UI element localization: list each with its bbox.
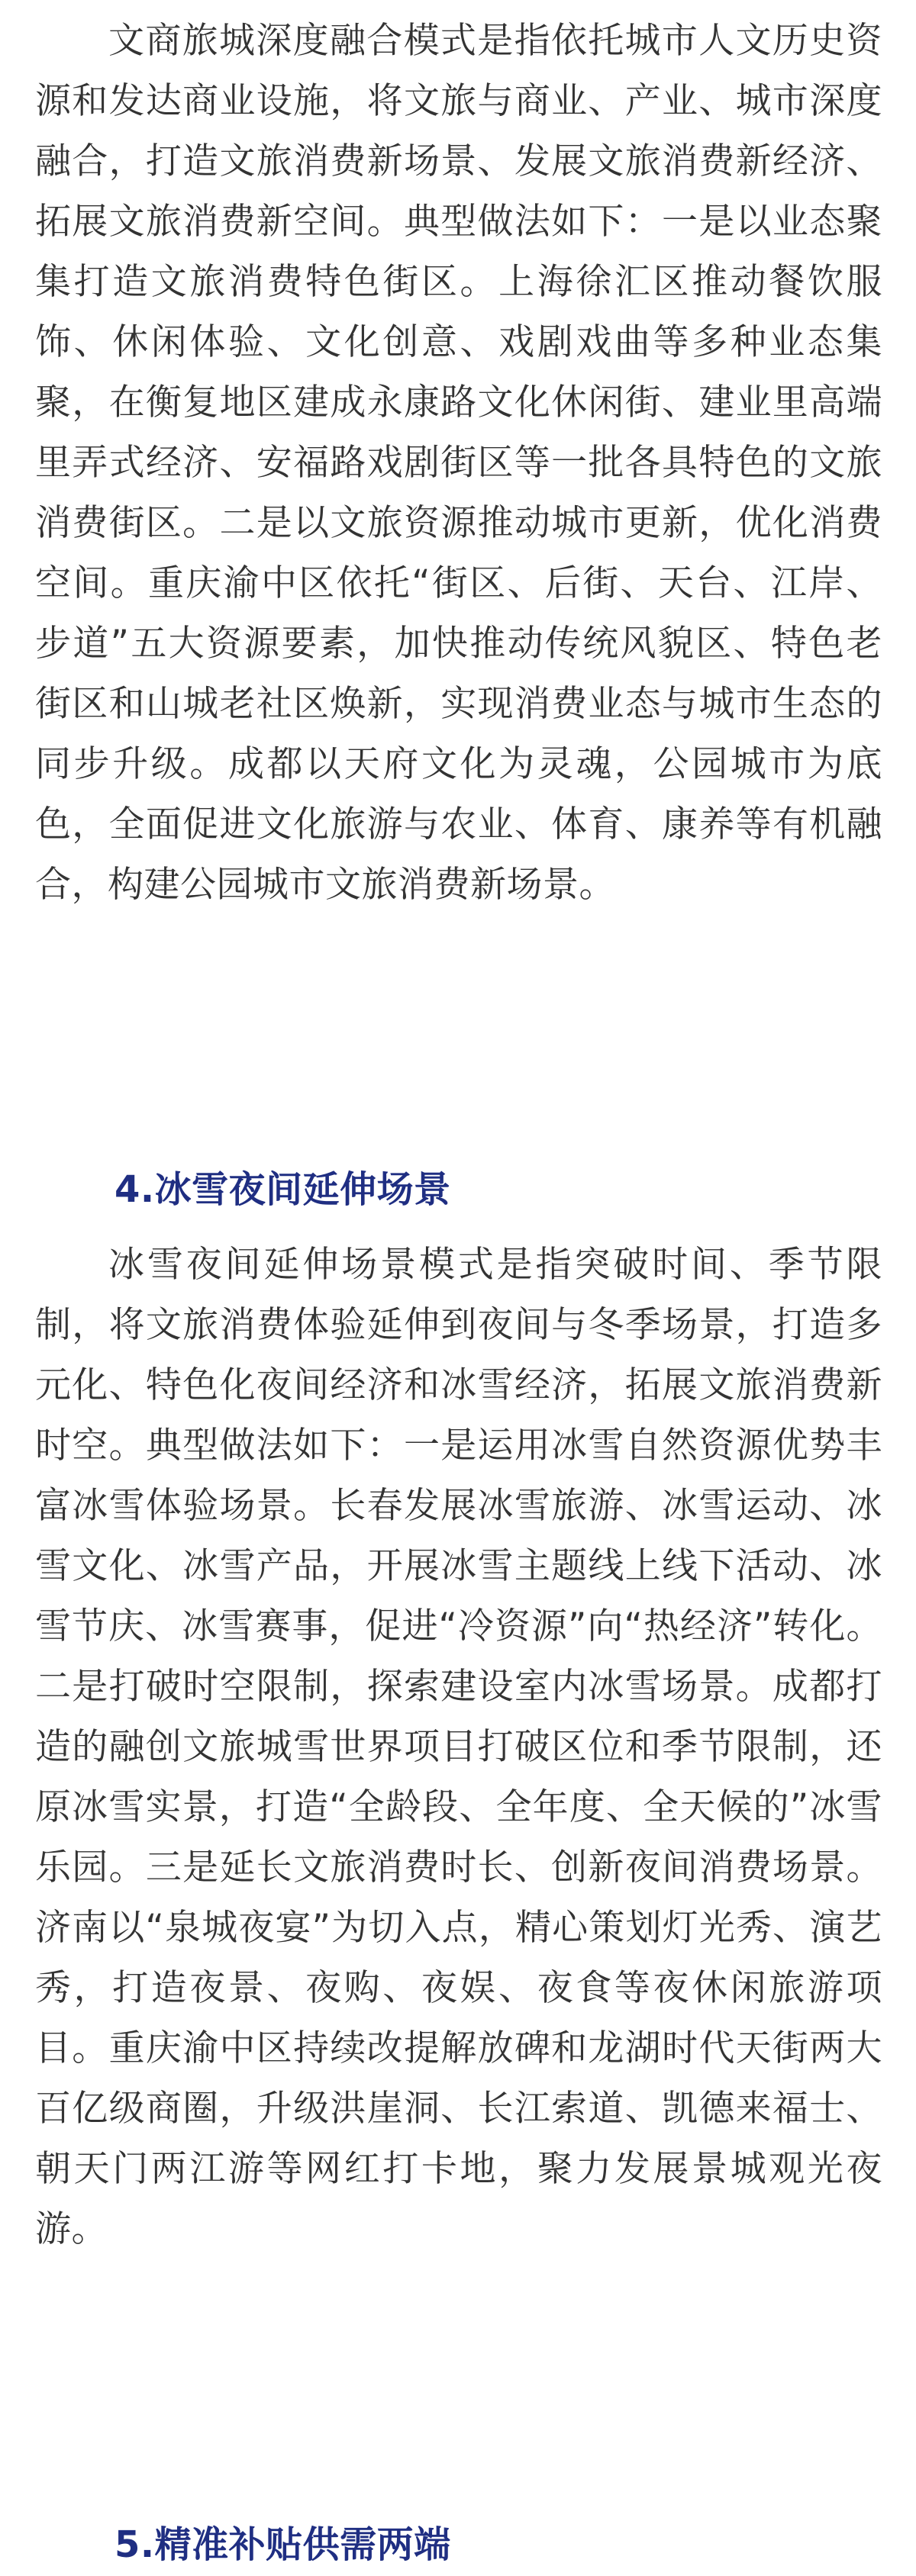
section-heading-precise-subsidy: 5.精准补贴供需两端 (114, 2523, 451, 2566)
paragraph-culture-commerce-tourism: 文商旅城深度融合模式是指依托城市人文历史资源和发达商业设施，将文旅与商业、产业、城市深度融合，打造文旅消费新场景、发展文旅消费新经济、拓展文旅消费新空间。典型做法如下：一是以业态聚集打造文旅消费特色街区。上海徐汇区推动餐饮服饰、休闲体验、文化创意、戏剧戏曲等多种业态集聚，在衡复地区建成永康路文化休闲街、建业里高端里弄式经济、安福路戏剧街区等一批各具特色的文旅消费街区。二是以文旅资源推动城市更新，优化消费空间。重庆渝中区依托“街区、后街、天台、江岸、步道”五大资源要素，加快推动传统风貌区、特色老街区和山城老社区焕新，实现消费业态与城市生态的同步升级。成都以天府文化为灵魂，公园城市为底色，全面促进文化旅游与农业、体育、康养等有机融合，构建公园城市文旅消费新场景。 (35, 20, 882, 906)
paragraph-ice-snow-night: 冰雪夜间延伸场景模式是指突破时间、季节限制，将文旅消费体验延伸到夜间与冬季场景，打造多元化、特色化夜间经济和冰雪经济，拓展文旅消费新时空。典型做法如下：一是运用冰雪自然资源优势丰富冰雪体验场景。长春发展冰雪旅游、冰雪运动、冰雪文化、冰雪产品，开展冰雪主题线上线下活动、冰雪节庆、冰雪赛事，促进“冷资源”向“热经济”转化。二是打破时空限制，探索建设室内冰雪场景。成都打造的融创文旅城雪世界项目打破区位和季节限制，还原冰雪实景，打造“全龄段、全年度、全天候的”冰雪乐园。三是延长文旅消费时长、创新夜间消费场景。济南以“泉城夜宴”为切入点，精心策划灯光秀、演艺秀，打造夜景、夜购、夜娱、夜食等夜休闲旅游项目。重庆渝中区持续改提解放碑和龙湖时代天街两大百亿级商圈，升级洪崖洞、长江索道、凯德来福士、朝天门两江游等网红打卡地，聚力发展景城观光夜游。 (35, 1244, 882, 2250)
section-heading-ice-snow-night: 4.冰雪夜间延伸场景 (114, 1168, 451, 1211)
